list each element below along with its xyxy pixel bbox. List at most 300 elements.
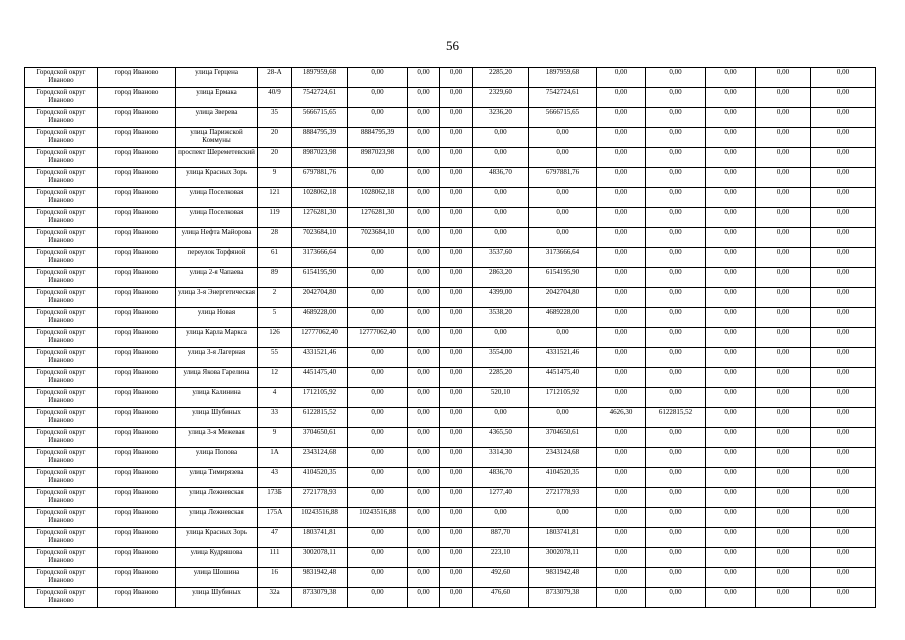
table-cell: 0,00 bbox=[408, 528, 440, 548]
table-cell: 3704650,61 bbox=[292, 428, 348, 448]
table-row bbox=[25, 228, 876, 248]
table-cell: 0,00 bbox=[756, 108, 811, 128]
table-body bbox=[25, 68, 876, 608]
table-cell: Городской округ Иваново bbox=[25, 148, 98, 168]
table-cell: 0,00 bbox=[811, 468, 876, 488]
table-row bbox=[25, 548, 876, 568]
table-row bbox=[25, 448, 876, 468]
table-cell: 0,00 bbox=[408, 108, 440, 128]
table-cell: 4836,70 bbox=[473, 468, 529, 488]
table-cell: 0,00 bbox=[408, 68, 440, 88]
table-cell: 2 bbox=[258, 288, 292, 308]
table-row bbox=[25, 128, 876, 148]
table-cell: 0,00 bbox=[756, 568, 811, 588]
table-cell: Городской округ Иваново bbox=[25, 228, 98, 248]
table-row bbox=[25, 108, 876, 128]
table-cell: 0,00 bbox=[408, 408, 440, 428]
table-cell: 0,00 bbox=[756, 168, 811, 188]
table-row bbox=[25, 508, 876, 528]
table-cell: 0,00 bbox=[706, 568, 756, 588]
table-cell: 0,00 bbox=[348, 348, 408, 368]
table-cell: город Иваново bbox=[98, 488, 176, 508]
table-cell: улица Зверева bbox=[176, 108, 258, 128]
table-cell: 0,00 bbox=[473, 328, 529, 348]
table-cell: 12777062,40 bbox=[292, 328, 348, 348]
table-cell: 6797881,76 bbox=[529, 168, 597, 188]
table-cell: 0,00 bbox=[408, 368, 440, 388]
table-cell: 1803741,81 bbox=[292, 528, 348, 548]
table-cell: 0,00 bbox=[706, 388, 756, 408]
table-cell: город Иваново bbox=[98, 128, 176, 148]
table-cell: 0,00 bbox=[706, 528, 756, 548]
table-cell: 0,00 bbox=[597, 248, 646, 268]
table-cell: 2343124,68 bbox=[292, 448, 348, 468]
table-cell: 8987023,98 bbox=[348, 148, 408, 168]
table-cell: 0,00 bbox=[756, 508, 811, 528]
table-cell: 0,00 bbox=[440, 148, 473, 168]
table-cell: улица Ермака bbox=[176, 88, 258, 108]
table-cell: 0,00 bbox=[348, 108, 408, 128]
table-cell: 0,00 bbox=[597, 208, 646, 228]
table-cell: 35 bbox=[258, 108, 292, 128]
table-cell: 0,00 bbox=[706, 308, 756, 328]
table-cell: город Иваново bbox=[98, 328, 176, 348]
table-cell: 61 bbox=[258, 248, 292, 268]
table-cell: 9831942,48 bbox=[292, 568, 348, 588]
table-cell: 0,00 bbox=[811, 328, 876, 348]
table-cell: 0,00 bbox=[408, 548, 440, 568]
table-cell: 0,00 bbox=[440, 428, 473, 448]
table-cell: Городской округ Иваново bbox=[25, 388, 98, 408]
table-cell: 0,00 bbox=[529, 508, 597, 528]
table-cell: 6797881,76 bbox=[292, 168, 348, 188]
table-cell: 0,00 bbox=[348, 268, 408, 288]
table-cell: 0,00 bbox=[408, 388, 440, 408]
table-cell: 0,00 bbox=[756, 228, 811, 248]
table-cell: 0,00 bbox=[348, 528, 408, 548]
table-cell: 0,00 bbox=[646, 428, 706, 448]
table-cell: 0,00 bbox=[811, 308, 876, 328]
table-cell: 0,00 bbox=[706, 268, 756, 288]
table-cell: 0,00 bbox=[811, 168, 876, 188]
table-row bbox=[25, 148, 876, 168]
table-cell: улица Кудряшова bbox=[176, 548, 258, 568]
table-cell: 492,60 bbox=[473, 568, 529, 588]
table-cell: 0,00 bbox=[348, 88, 408, 108]
table-cell: 3554,00 bbox=[473, 348, 529, 368]
table-cell: 1276281,30 bbox=[292, 208, 348, 228]
table-cell: город Иваново bbox=[98, 388, 176, 408]
table-cell: 0,00 bbox=[756, 88, 811, 108]
table-cell: 2042704,80 bbox=[529, 288, 597, 308]
table-cell: город Иваново bbox=[98, 228, 176, 248]
table-cell: 0,00 bbox=[706, 128, 756, 148]
table-cell: 32а bbox=[258, 588, 292, 608]
table-cell: 0,00 bbox=[646, 368, 706, 388]
table-cell: 0,00 bbox=[811, 268, 876, 288]
table-cell: 0,00 bbox=[646, 188, 706, 208]
table-cell: 0,00 bbox=[408, 148, 440, 168]
table-cell: 4451475,40 bbox=[529, 368, 597, 388]
table-cell: 9 bbox=[258, 168, 292, 188]
table-cell: 0,00 bbox=[348, 568, 408, 588]
table-cell: 0,00 bbox=[440, 208, 473, 228]
table-cell: проспект Шереметевский bbox=[176, 148, 258, 168]
table-cell: 0,00 bbox=[408, 348, 440, 368]
table-cell: город Иваново bbox=[98, 308, 176, 328]
table-cell: 0,00 bbox=[756, 448, 811, 468]
table-cell: 0,00 bbox=[473, 508, 529, 528]
table-cell: 0,00 bbox=[811, 188, 876, 208]
table-cell: улица 3-я Энергетическая bbox=[176, 288, 258, 308]
table-cell: Городской округ Иваново bbox=[25, 108, 98, 128]
table-row bbox=[25, 168, 876, 188]
table-cell: Городской округ Иваново bbox=[25, 488, 98, 508]
table-cell: 0,00 bbox=[529, 128, 597, 148]
table-cell: город Иваново bbox=[98, 268, 176, 288]
table-cell: 0,00 bbox=[756, 248, 811, 268]
table-cell: 10243516,88 bbox=[348, 508, 408, 528]
table-row bbox=[25, 488, 876, 508]
table-cell: город Иваново bbox=[98, 408, 176, 428]
table-cell: Городской округ Иваново bbox=[25, 188, 98, 208]
table-cell: 223,10 bbox=[473, 548, 529, 568]
table-cell: 0,00 bbox=[706, 88, 756, 108]
table-cell: 0,00 bbox=[529, 408, 597, 428]
table-cell: город Иваново bbox=[98, 248, 176, 268]
table-cell: 6122815,52 bbox=[292, 408, 348, 428]
table-cell: 0,00 bbox=[597, 588, 646, 608]
table-cell: 0,00 bbox=[811, 148, 876, 168]
table-cell: 5 bbox=[258, 308, 292, 328]
table-cell: 111 bbox=[258, 548, 292, 568]
table-cell: 8987023,98 bbox=[292, 148, 348, 168]
table-cell: 0,00 bbox=[348, 548, 408, 568]
table-cell: 0,00 bbox=[646, 528, 706, 548]
page-number: 56 bbox=[446, 38, 459, 53]
table-cell: Городской округ Иваново bbox=[25, 288, 98, 308]
table-cell: 0,00 bbox=[473, 208, 529, 228]
table-cell: 0,00 bbox=[756, 328, 811, 348]
table-cell: 10243516,88 bbox=[292, 508, 348, 528]
table-cell: 0,00 bbox=[706, 428, 756, 448]
table-cell: 0,00 bbox=[646, 488, 706, 508]
table-cell: 0,00 bbox=[408, 328, 440, 348]
table-cell: 0,00 bbox=[440, 448, 473, 468]
table-cell: 0,00 bbox=[597, 308, 646, 328]
table-cell: 0,00 bbox=[408, 128, 440, 148]
table-cell: 0,00 bbox=[706, 368, 756, 388]
table-cell: 0,00 bbox=[597, 468, 646, 488]
table-cell: улица Шошина bbox=[176, 568, 258, 588]
table-cell: 0,00 bbox=[597, 228, 646, 248]
table-row bbox=[25, 348, 876, 368]
table-cell: город Иваново bbox=[98, 168, 176, 188]
table-cell: 0,00 bbox=[348, 408, 408, 428]
table-cell: 9831942,48 bbox=[529, 568, 597, 588]
table-cell: 7542724,61 bbox=[529, 88, 597, 108]
table-cell: 0,00 bbox=[408, 168, 440, 188]
table-cell: Городской округ Иваново bbox=[25, 68, 98, 88]
table-cell: 0,00 bbox=[597, 268, 646, 288]
table-cell: 0,00 bbox=[440, 268, 473, 288]
table-cell: Городской округ Иваново bbox=[25, 248, 98, 268]
table-cell: улица Якова Гарелина bbox=[176, 368, 258, 388]
table-cell: 0,00 bbox=[646, 388, 706, 408]
table-cell: 0,00 bbox=[646, 288, 706, 308]
table-cell: 4365,50 bbox=[473, 428, 529, 448]
table-cell: город Иваново bbox=[98, 448, 176, 468]
table-cell: 33 bbox=[258, 408, 292, 428]
table-cell: улица Поселковая bbox=[176, 208, 258, 228]
table-cell: 0,00 bbox=[348, 308, 408, 328]
table-cell: 0,00 bbox=[811, 428, 876, 448]
table-cell: 0,00 bbox=[756, 548, 811, 568]
table-cell: 0,00 bbox=[597, 68, 646, 88]
table-cell: улица Шубиных bbox=[176, 408, 258, 428]
table-cell: Городской округ Иваново bbox=[25, 168, 98, 188]
table-cell: город Иваново bbox=[98, 368, 176, 388]
table-cell: 8884795,39 bbox=[348, 128, 408, 148]
table-cell: 4626,30 bbox=[597, 408, 646, 428]
table-cell: 7023684,10 bbox=[348, 228, 408, 248]
table-cell: 28 bbox=[258, 228, 292, 248]
table-cell: улица 3-я Межевая bbox=[176, 428, 258, 448]
table-row bbox=[25, 468, 876, 488]
table-cell: город Иваново bbox=[98, 548, 176, 568]
table-cell: 7542724,61 bbox=[292, 88, 348, 108]
table-cell: 0,00 bbox=[756, 208, 811, 228]
table-cell: 2721778,93 bbox=[529, 488, 597, 508]
table-cell: 0,00 bbox=[440, 568, 473, 588]
table-cell: 0,00 bbox=[646, 468, 706, 488]
table-cell: 40/9 bbox=[258, 88, 292, 108]
table-row bbox=[25, 328, 876, 348]
table-cell: 0,00 bbox=[706, 248, 756, 268]
table-row bbox=[25, 248, 876, 268]
table-cell: Городской округ Иваново bbox=[25, 588, 98, 608]
table-cell: 0,00 bbox=[348, 428, 408, 448]
table-cell: 0,00 bbox=[811, 548, 876, 568]
table-cell: 0,00 bbox=[646, 228, 706, 248]
table-cell: улица Красных Зорь bbox=[176, 168, 258, 188]
table-cell: улица Парижской Коммуны bbox=[176, 128, 258, 148]
table-cell: 2863,20 bbox=[473, 268, 529, 288]
table-cell: город Иваново bbox=[98, 88, 176, 108]
table-cell: 1712105,92 bbox=[529, 388, 597, 408]
table-row bbox=[25, 188, 876, 208]
table-cell: 4451475,40 bbox=[292, 368, 348, 388]
table-cell: 0,00 bbox=[597, 328, 646, 348]
table-cell: 3704650,61 bbox=[529, 428, 597, 448]
table-cell: Городской округ Иваново bbox=[25, 548, 98, 568]
table-cell: 3173666,64 bbox=[529, 248, 597, 268]
table-cell: 0,00 bbox=[597, 548, 646, 568]
table-cell: 175А bbox=[258, 508, 292, 528]
table-cell: 0,00 bbox=[408, 88, 440, 108]
table-cell: 0,00 bbox=[348, 288, 408, 308]
table-cell: 20 bbox=[258, 148, 292, 168]
table-cell: город Иваново bbox=[98, 428, 176, 448]
table-cell: 0,00 bbox=[597, 128, 646, 148]
table-cell: Городской округ Иваново bbox=[25, 88, 98, 108]
table-cell: 0,00 bbox=[646, 128, 706, 148]
table-cell: 0,00 bbox=[529, 188, 597, 208]
table-cell: 0,00 bbox=[706, 488, 756, 508]
table-cell: город Иваново bbox=[98, 188, 176, 208]
table-cell: 0,00 bbox=[597, 448, 646, 468]
table-cell: улица 2-я Чапаева bbox=[176, 268, 258, 288]
table-cell: 0,00 bbox=[473, 188, 529, 208]
table-cell: 0,00 bbox=[706, 68, 756, 88]
table-cell: улица Новая bbox=[176, 308, 258, 328]
table-cell: 0,00 bbox=[529, 328, 597, 348]
table-cell: улица Поселковая bbox=[176, 188, 258, 208]
table-cell: улица Нефта Майорова bbox=[176, 228, 258, 248]
table-cell: 0,00 bbox=[440, 468, 473, 488]
table-row bbox=[25, 428, 876, 448]
table-row bbox=[25, 68, 876, 88]
table-cell: 0,00 bbox=[473, 148, 529, 168]
table-cell: 0,00 bbox=[529, 148, 597, 168]
table-cell: 0,00 bbox=[597, 508, 646, 528]
table-cell: 12 bbox=[258, 368, 292, 388]
table-cell: 0,00 bbox=[756, 408, 811, 428]
table-cell: 0,00 bbox=[408, 588, 440, 608]
table-cell: 0,00 bbox=[811, 588, 876, 608]
table-cell: улица Лежневская bbox=[176, 508, 258, 528]
table-cell: 0,00 bbox=[440, 328, 473, 348]
table-cell: Городской округ Иваново bbox=[25, 328, 98, 348]
table-cell: 0,00 bbox=[597, 528, 646, 548]
table-row bbox=[25, 408, 876, 428]
table-cell: 20 bbox=[258, 128, 292, 148]
table-cell: 0,00 bbox=[811, 448, 876, 468]
table-cell: 0,00 bbox=[348, 68, 408, 88]
table-cell: 0,00 bbox=[348, 468, 408, 488]
table-cell: Городской округ Иваново bbox=[25, 448, 98, 468]
table-cell: 0,00 bbox=[473, 128, 529, 148]
table-row bbox=[25, 568, 876, 588]
table-row bbox=[25, 208, 876, 228]
table-cell: 16 bbox=[258, 568, 292, 588]
table-cell: 0,00 bbox=[440, 408, 473, 428]
table-cell: 0,00 bbox=[646, 268, 706, 288]
table-cell: Городской округ Иваново bbox=[25, 508, 98, 528]
table-cell: 0,00 bbox=[811, 408, 876, 428]
table-cell: 0,00 bbox=[348, 368, 408, 388]
table-cell: 0,00 bbox=[440, 108, 473, 128]
table-cell: Городской округ Иваново bbox=[25, 408, 98, 428]
table-cell: Городской округ Иваново bbox=[25, 428, 98, 448]
table-cell: Городской округ Иваново bbox=[25, 368, 98, 388]
table-cell: 0,00 bbox=[756, 288, 811, 308]
table-cell: 0,00 bbox=[756, 468, 811, 488]
table-cell: город Иваново bbox=[98, 288, 176, 308]
table-cell: 0,00 bbox=[756, 388, 811, 408]
table-cell: 1028062,18 bbox=[292, 188, 348, 208]
table-cell: улица Карла Маркса bbox=[176, 328, 258, 348]
table-cell: 7023684,10 bbox=[292, 228, 348, 248]
table-row bbox=[25, 528, 876, 548]
table-cell: 0,00 bbox=[529, 228, 597, 248]
table-cell: 0,00 bbox=[440, 68, 473, 88]
table-cell: 0,00 bbox=[408, 308, 440, 328]
table-cell: 0,00 bbox=[408, 448, 440, 468]
table-cell: город Иваново bbox=[98, 528, 176, 548]
table-cell: 0,00 bbox=[408, 248, 440, 268]
table-cell: 119 bbox=[258, 208, 292, 228]
table-cell: 0,00 bbox=[440, 248, 473, 268]
table-cell: 0,00 bbox=[706, 348, 756, 368]
table-cell: Городской округ Иваново bbox=[25, 268, 98, 288]
table-cell: Городской округ Иваново bbox=[25, 208, 98, 228]
table-cell: 6154195,90 bbox=[292, 268, 348, 288]
table-cell: 0,00 bbox=[348, 588, 408, 608]
table-cell: 0,00 bbox=[706, 228, 756, 248]
table-cell: 2721778,93 bbox=[292, 488, 348, 508]
table-cell: 0,00 bbox=[756, 588, 811, 608]
table-cell: 0,00 bbox=[440, 488, 473, 508]
table-cell: 3537,60 bbox=[473, 248, 529, 268]
table-cell: 47 bbox=[258, 528, 292, 548]
table-cell: 0,00 bbox=[811, 568, 876, 588]
table-cell: 0,00 bbox=[597, 108, 646, 128]
table-row bbox=[25, 268, 876, 288]
table-cell: 0,00 bbox=[646, 208, 706, 228]
table-cell: 887,70 bbox=[473, 528, 529, 548]
table-cell: 0,00 bbox=[646, 248, 706, 268]
table-cell: 0,00 bbox=[597, 428, 646, 448]
table-cell: 0,00 bbox=[440, 228, 473, 248]
table-cell: город Иваново bbox=[98, 348, 176, 368]
table-cell: 0,00 bbox=[811, 208, 876, 228]
table-cell: 8884795,39 bbox=[292, 128, 348, 148]
table-cell: 0,00 bbox=[706, 288, 756, 308]
table-cell: 8733079,38 bbox=[292, 588, 348, 608]
table-row bbox=[25, 588, 876, 608]
table-cell: улица Попова bbox=[176, 448, 258, 468]
table-cell: 0,00 bbox=[706, 448, 756, 468]
table-row bbox=[25, 308, 876, 328]
table-cell: 2285,20 bbox=[473, 368, 529, 388]
table-cell: 0,00 bbox=[706, 408, 756, 428]
table-cell: город Иваново bbox=[98, 208, 176, 228]
table-cell: улица Тимирязева bbox=[176, 468, 258, 488]
table-cell: 0,00 bbox=[706, 588, 756, 608]
table-cell: Городской округ Иваново bbox=[25, 468, 98, 488]
table-cell: 0,00 bbox=[706, 208, 756, 228]
table-cell: 0,00 bbox=[348, 248, 408, 268]
table-cell: 0,00 bbox=[646, 348, 706, 368]
table-cell: 0,00 bbox=[811, 368, 876, 388]
table-cell: 0,00 bbox=[408, 568, 440, 588]
table-cell: 0,00 bbox=[348, 168, 408, 188]
table-cell: 0,00 bbox=[597, 368, 646, 388]
table-cell: улица Лежневская bbox=[176, 488, 258, 508]
table-cell: 1803741,81 bbox=[529, 528, 597, 548]
table-cell: 2285,20 bbox=[473, 68, 529, 88]
table-cell: 0,00 bbox=[408, 468, 440, 488]
table-cell: 0,00 bbox=[597, 488, 646, 508]
table-cell: 4 bbox=[258, 388, 292, 408]
table-cell: Городской округ Иваново bbox=[25, 128, 98, 148]
table-cell: 0,00 bbox=[440, 388, 473, 408]
table-cell: 0,00 bbox=[756, 368, 811, 388]
table-cell: 0,00 bbox=[811, 88, 876, 108]
table-cell: 0,00 bbox=[811, 128, 876, 148]
table-cell: 0,00 bbox=[408, 208, 440, 228]
